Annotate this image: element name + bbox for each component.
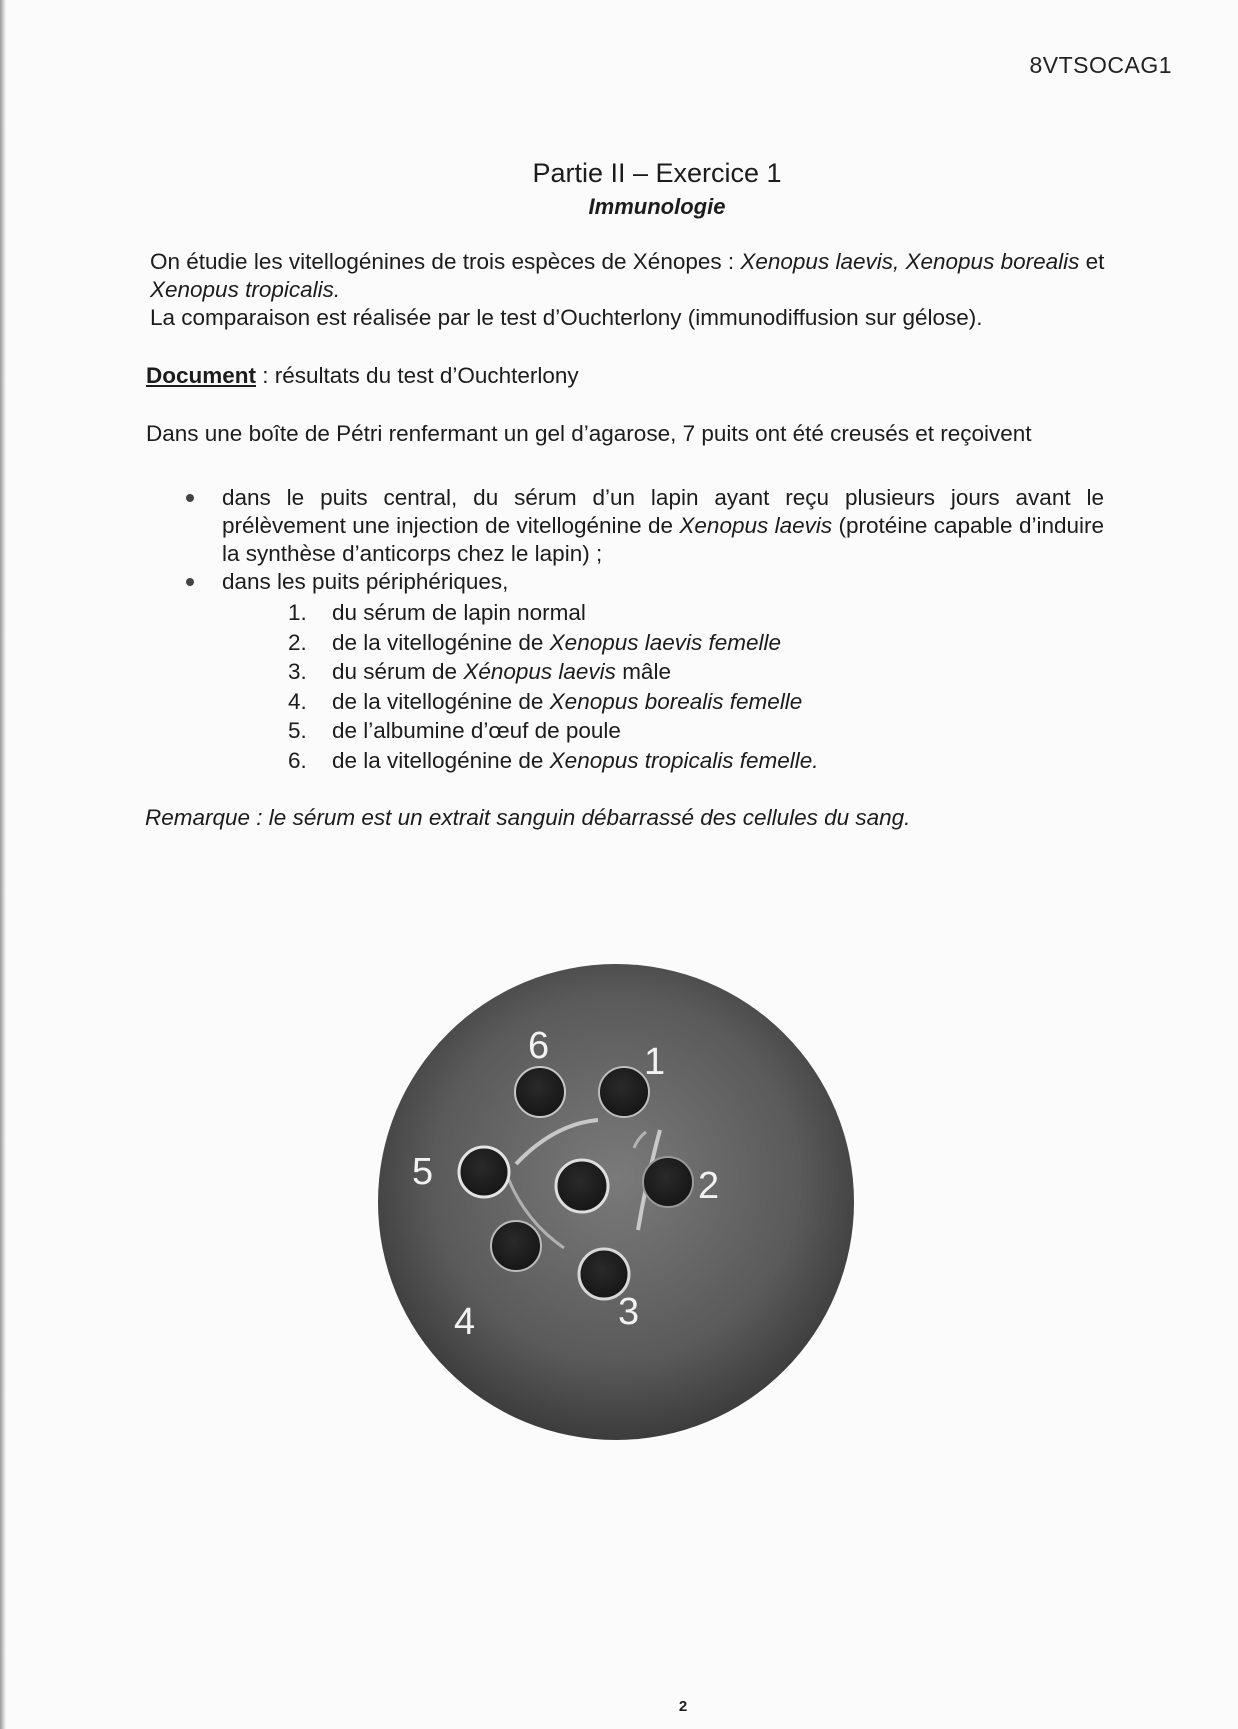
well-4	[491, 1221, 541, 1271]
intro-paragraph	[150, 248, 1105, 304]
well-2	[643, 1157, 693, 1207]
list-item: 6. de la vitellogénine de Xenopus tropicalis femelle.	[288, 747, 819, 773]
petri-dish-figure	[376, 962, 856, 1442]
petri-dish	[378, 964, 854, 1440]
species-laevis: Xenopus laevis,	[740, 249, 900, 274]
list-item: 4. de la vitellogénine de Xenopus borealis femelle	[288, 688, 803, 714]
bullet-central-species: Xenopus laevis	[679, 513, 833, 538]
document-caption: : résultats du test d’Ouchterlony	[256, 363, 579, 388]
exercise-subtitle: Immunologie	[588, 194, 726, 219]
well-label-3: 3	[618, 1291, 640, 1333]
bullet-central-well	[180, 484, 1104, 568]
well-label-5: 5	[412, 1151, 434, 1193]
species-borealis: Xenopus borealis	[905, 249, 1080, 274]
well-label-1: 1	[644, 1041, 666, 1083]
list-item: 5. de l’albumine d’œuf de poule	[288, 718, 621, 743]
wells-list	[288, 598, 819, 775]
comparison-sentence: La comparaison est réalisée par le test d’Ouchterlony (immunodiffusion sur gélose).	[150, 305, 983, 330]
intro-connector: et	[1079, 249, 1105, 274]
bullet-list	[180, 484, 1104, 596]
bullet-dot-icon	[186, 578, 194, 586]
scan-edge-shadow	[0, 0, 6, 1729]
document-code: 8VTSOCAG1	[1029, 52, 1172, 78]
list-item: 2. de la vitellogénine de Xenopus laevis femelle	[288, 629, 782, 655]
remark-note: Remarque : le sérum est un extrait sanguin débarrassé des cellules du sang.	[145, 805, 911, 830]
species-tropicalis: Xenopus tropicalis.	[150, 277, 341, 302]
document-label: Document	[146, 363, 257, 388]
bullet-central-text-b: (protéine capable d’induire la synthèse d’anticorps chez le lapin) ;	[222, 513, 1105, 566]
bullet-peripheral-text: dans les puits périphériques,	[222, 569, 509, 594]
list-item: 3. du sérum de Xénopus laevis mâle	[288, 659, 671, 684]
well-label-4: 4	[454, 1301, 476, 1343]
well-label-6: 6	[528, 1025, 550, 1067]
list-item: 1. du sérum de lapin normal	[288, 600, 586, 625]
page-number: 2	[678, 1698, 688, 1715]
document-heading	[146, 362, 1101, 390]
bullet-central-text-a: dans le puits central, du sérum d’un lapin ayant reçu plusieurs jours avant le prélèvement une injection de vitellogénine de	[222, 485, 1104, 538]
exercise-title: Partie II – Exercice 1	[532, 158, 782, 188]
well-5	[459, 1147, 509, 1197]
well-label-2: 2	[698, 1165, 720, 1207]
setup-paragraph: Dans une boîte de Pétri renfermant un gel d’agarose, 7 puits ont été creusés et reçoivent	[146, 421, 1032, 446]
well-central	[556, 1160, 608, 1212]
bullet-dot-icon	[186, 494, 194, 502]
bullet-peripheral-wells	[180, 568, 1104, 596]
intro-text: On étudie les vitellogénines de trois espèces de Xénopes :	[150, 249, 741, 274]
well-6	[515, 1067, 565, 1117]
well-1	[599, 1067, 649, 1117]
